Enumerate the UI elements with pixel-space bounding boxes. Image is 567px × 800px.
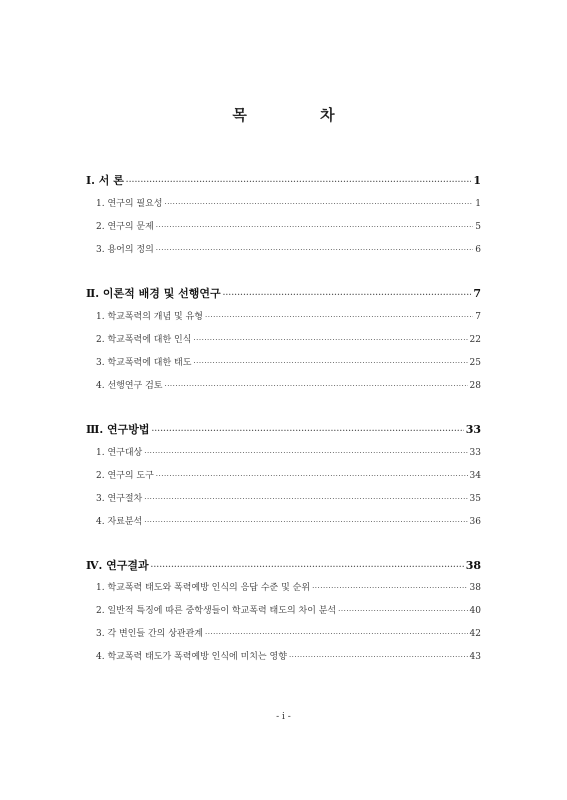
toc-item-label: 2. 연구의 도구 [96,471,154,481]
toc-page-number: 34 [469,471,481,481]
dot-leader [156,246,473,254]
toc-item-label: 4. 자료분석 [96,517,143,527]
toc-item-label: 2. 학교폭력에 대한 인식 [96,335,192,345]
toc-item[interactable] [96,309,481,322]
toc-page-number: 25 [469,358,481,368]
toc-item[interactable] [96,355,481,368]
toc-item-label: 1. 학교폭력 태도와 폭력예방 인식의 응답 수준 및 순위 [96,583,311,593]
toc-page-number: 6 [475,245,481,255]
dot-leader [223,290,472,299]
toc-item[interactable] [96,580,481,593]
toc-chapter-label: Ⅰ. 서 론 [86,174,124,187]
toc-chapter-4[interactable] [86,557,481,573]
dot-leader [126,177,471,186]
dot-leader [156,223,473,231]
toc-item[interactable] [96,332,481,345]
toc-item[interactable] [96,445,481,458]
toc-chapter-label: Ⅲ. 연구방법 [86,423,150,436]
toc-page-number: 7 [473,287,481,300]
toc-item[interactable] [96,649,481,662]
toc-item[interactable] [96,196,481,209]
toc-page-number: 7 [475,312,481,322]
dot-leader [144,449,467,457]
toc-page-number: 38 [465,559,481,572]
dot-leader [312,584,467,592]
toc-page-number: 33 [465,423,481,436]
toc-item[interactable] [96,603,481,616]
dot-leader [205,630,468,638]
toc-page-number: 36 [469,517,481,527]
toc-page-number: 1 [475,199,481,209]
dot-leader [144,495,467,503]
dot-leader [338,607,467,615]
toc-item-label: 4. 선행연구 검토 [96,381,163,391]
toc-page-number: 1 [473,174,481,187]
toc-item-label: 3. 용어의 정의 [96,245,154,255]
toc-item-label: 2. 연구의 문제 [96,222,154,232]
toc-chapter-1[interactable] [86,172,481,188]
dot-leader [193,336,467,344]
dot-leader [152,426,464,435]
page-footer-number: - i - [276,712,291,722]
toc-chapter-label: Ⅳ. 연구결과 [86,559,149,572]
page-title: 목 차 [232,106,369,124]
dot-leader [164,200,473,208]
dot-leader [144,518,467,526]
toc-page-number: 42 [469,629,481,639]
toc-item-label: 3. 각 변인들 간의 상관관계 [96,629,203,639]
toc-item[interactable] [96,626,481,639]
dot-leader [151,562,464,571]
toc-item-label: 4. 학교폭력 태도가 폭력예방 인식에 미치는 영향 [96,652,287,662]
dot-leader [289,653,468,661]
dot-leader [193,359,467,367]
toc-item-label: 1. 연구의 필요성 [96,199,163,209]
toc-item-label: 1. 연구대상 [96,448,143,458]
toc-chapter-label: Ⅱ. 이론적 배경 및 선행연구 [86,287,221,300]
dot-leader [156,472,468,480]
toc-item[interactable] [96,468,481,481]
toc-item-label: 3. 학교폭력에 대한 태도 [96,358,192,368]
toc-page-number: 28 [469,381,481,391]
toc-item-label: 2. 일반적 특징에 따른 중학생들이 학교폭력 태도의 차이 분석 [96,606,337,616]
toc-item-label: 1. 학교폭력의 개념 및 유형 [96,312,203,322]
toc-page-number: 38 [469,583,481,593]
dot-leader [205,313,473,321]
toc-item[interactable] [96,219,481,232]
toc-page-number: 33 [469,448,481,458]
toc-page-number: 5 [475,222,481,232]
dot-leader [164,382,467,390]
toc-item[interactable] [96,491,481,504]
toc-page-number: 40 [469,606,481,616]
toc-item[interactable] [96,242,481,255]
toc-chapter-2[interactable] [86,285,481,301]
toc-item[interactable] [96,378,481,391]
toc-item-label: 3. 연구절차 [96,494,143,504]
toc-chapter-3[interactable] [86,421,481,437]
toc-item[interactable] [96,514,481,527]
toc-page-number: 22 [469,335,481,345]
toc-page-number: 43 [469,652,481,662]
toc-page-number: 35 [469,494,481,504]
